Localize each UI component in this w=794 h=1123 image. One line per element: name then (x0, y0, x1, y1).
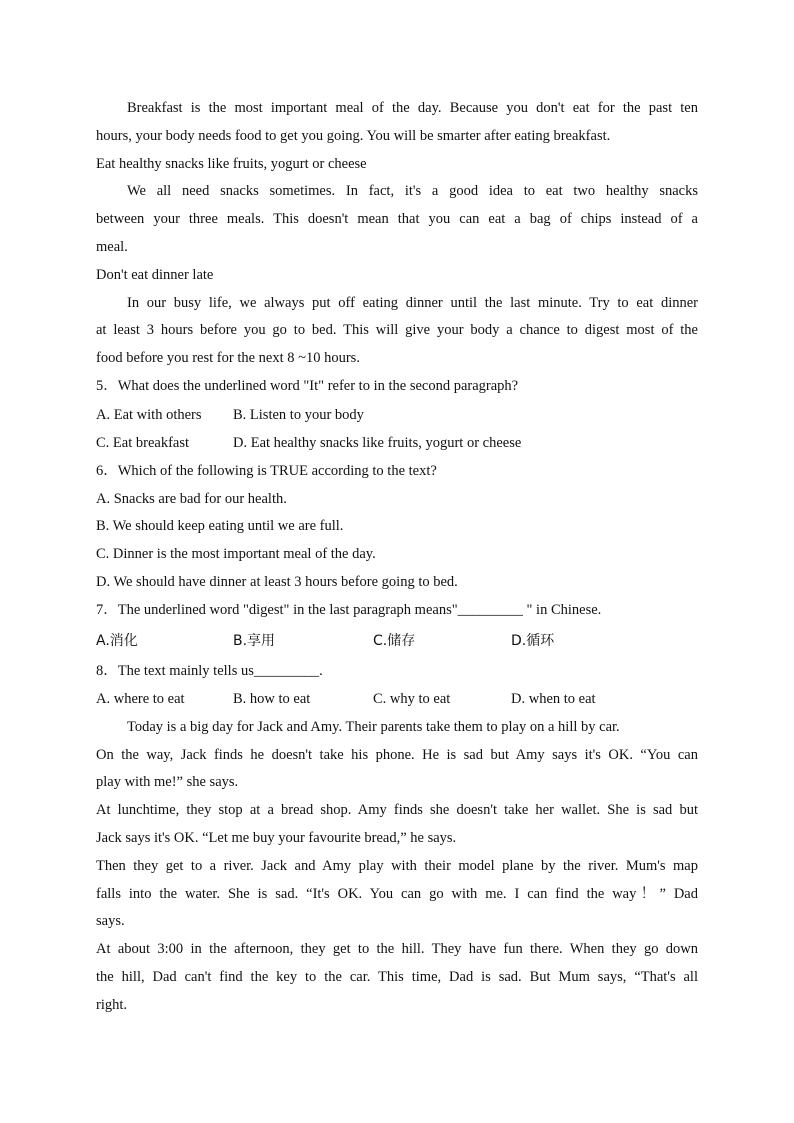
paragraph-breakfast-line: hours, your body needs food to get you going. You will be smarter after eating breakfast. (96, 127, 611, 144)
passage2-line: At lunchtime, they stop at a bread shop. Amy finds she doesn't take her wallet. She is sad but (96, 802, 698, 819)
option-a: A. Eat with others (96, 406, 202, 423)
passage2-line: At about 3:00 in the afternoon, they get to the hill. They have fun there. When they go down (96, 941, 698, 958)
option-b: B. We should keep eating until we are full. (96, 518, 344, 535)
option-a: A.消化 (96, 632, 138, 649)
paragraph-snacks-line: between your three meals. This doesn't mean that you can eat a bag of chips instead of a (96, 211, 698, 228)
option-a: A. Snacks are bad for our health. (96, 490, 287, 507)
question-6-stem: 6．Which of the following is TRUE according to the text? (96, 462, 437, 479)
paragraph-snacks-line: We all need snacks sometimes. In fact, it's a good idea to eat two healthy snacks (127, 183, 698, 200)
option-b: B. Listen to your body (233, 406, 364, 423)
passage2-line: Jack says it's OK. “Let me buy your favourite bread,” he says. (96, 830, 457, 847)
paragraph-dinner-line: In our busy life, we always put off eating dinner until the last minute. Try to eat dinner (127, 294, 698, 311)
option-d: D. when to eat (511, 691, 596, 708)
passage2-line: right. (96, 996, 128, 1013)
option-d: D. We should have dinner at least 3 hours before going to bed. (96, 573, 458, 590)
question-8-options-row (96, 685, 698, 714)
option-a: A. where to eat (96, 691, 185, 708)
document-page (96, 95, 698, 1020)
option-c: C. Dinner is the most important meal of the day. (96, 546, 376, 563)
question-7-stem: 7．The underlined word "digest" in the last paragraph means"_________ " in Chinese. (96, 601, 602, 618)
question-5-options-row (96, 401, 698, 430)
passage2-line: Today is a big day for Jack and Amy. Their parents take them to play on a hill by car. (127, 718, 620, 735)
option-c: C. Eat breakfast (96, 435, 190, 452)
option-c: C. why to eat (373, 691, 451, 708)
heading-snacks: Eat healthy snacks like fruits, yogurt or cheese (96, 155, 367, 172)
question-5-stem: 5．What does the underlined word "It" refer to in the second paragraph? (96, 377, 519, 394)
option-c: C.储存 (373, 632, 416, 649)
passage2-line: Then they get to a river. Jack and Amy play with their model plane by the river. Mum's map (96, 857, 698, 874)
passage2-line: says. (96, 913, 125, 930)
option-d: D.循环 (511, 632, 555, 649)
question-8-stem: 8．The text mainly tells us_________. (96, 662, 323, 679)
option-b: B.享用 (233, 632, 276, 649)
passage2-line: the hill, Dad can't find the key to the car. This time, Dad is sad. But Mum says, “That's all (96, 969, 698, 986)
passage2-line: On the way, Jack finds he doesn't take his phone. He is sad but Amy says it's OK. “You can (96, 746, 698, 763)
heading-dinner: Don't eat dinner late (96, 266, 214, 283)
question-7-options-row (96, 625, 698, 658)
paragraph-dinner-line: food before you rest for the next 8 ~10 hours. (96, 350, 360, 367)
paragraph-snacks-line: meal. (96, 238, 128, 255)
paragraph-breakfast-line: Breakfast is the most important meal of the day. Because you don't eat for the past ten (127, 100, 698, 116)
question-5-options-row (96, 429, 698, 458)
option-b: B. how to eat (233, 691, 311, 708)
passage2-line: falls into the water. She is sad. “It's OK. You can go with me. I can find the way！” Dad (96, 885, 698, 902)
option-d: D. Eat healthy snacks like fruits, yogurt or cheese (233, 435, 522, 452)
paragraph-dinner-line: at least 3 hours before you go to bed. This will give your body a chance to digest most of the (96, 322, 698, 339)
passage2-line: play with me!” she says. (96, 774, 239, 791)
